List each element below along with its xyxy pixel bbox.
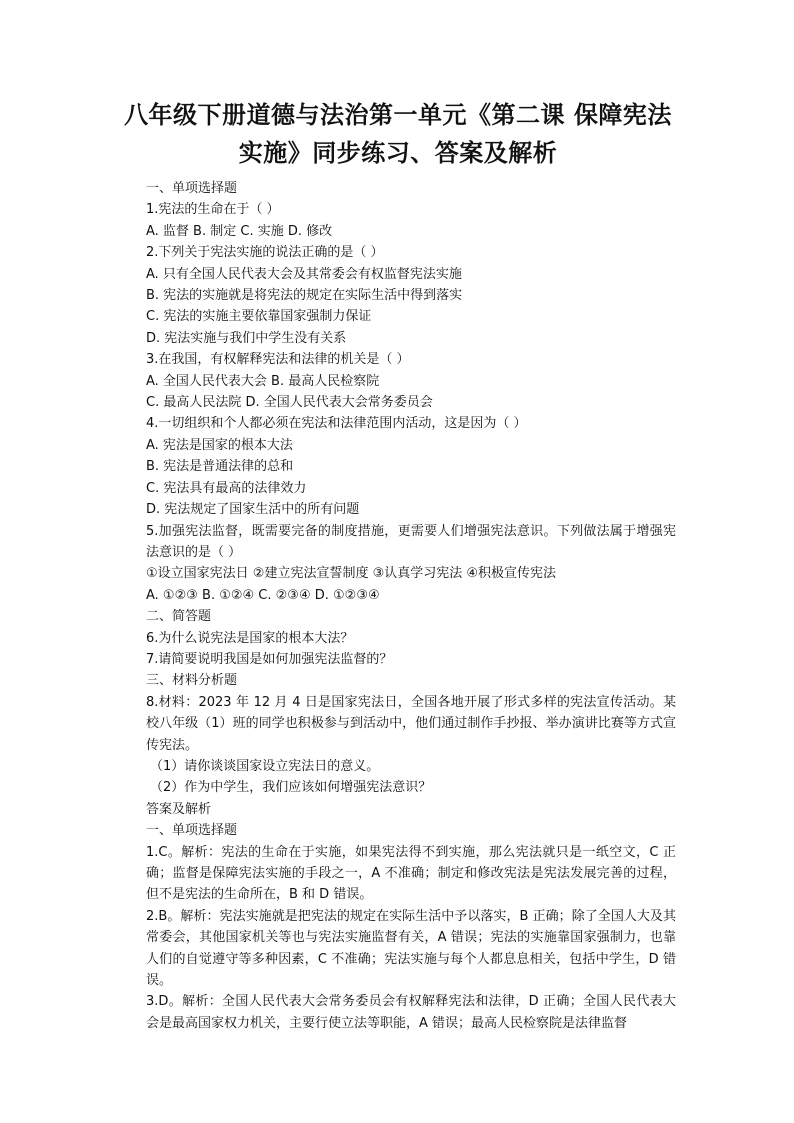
document-title (120, 96, 676, 172)
text-line: A. ①②③ B. ①②④ C. ②③④ D. ①②③④ (146, 587, 380, 603)
text-line: 7.请简要说明我国是如何加强宪法监督的？ (146, 651, 393, 667)
text-line: 5.加强宪法监督，既需要完备的制度措施，更需要人们增强宪法意识。下列做法属于增强宪法意识的是（ ） (146, 523, 676, 560)
text-line: 4.一切组织和个人都必须在宪法和法律范围内活动，这是因为（ ） (146, 416, 527, 432)
text-line: 1.C。解析：宪法的生命在于实施，如果宪法得不到实施，那么宪法就只是一纸空文，C 正确；监督是保障宪法实施的手段之一，A 不准确；制定和修改宪法是宪法发展完善的过程，但不是宪法的生命所在，B 和 D 错误。 (146, 844, 676, 903)
text-line: 6.为什么说宪法是国家的根本大法？ (146, 630, 354, 646)
text-line: A. 全国人民代表大会 B. 最高人民检察院 (146, 373, 380, 389)
text-line: B. 宪法是普通法律的总和 (146, 459, 294, 475)
text-line: C. 宪法具有最高的法律效力 (146, 480, 307, 496)
text-line: 2.下列关于宪法实施的说法正确的是（ ） (146, 245, 384, 261)
text-line: C. 最高人民法院 D. 全国人民代表大会常务委员会 (146, 395, 433, 411)
text-line: D. 宪法规定了国家生活中的所有问题 (146, 502, 360, 518)
text-line: 1.宪法的生命在于（ ） (146, 202, 280, 218)
text-line: 8.材料：2023 年 12 月 4 日是国家宪法日，全国各地开展了形式多样的宪法宣传活动。某校八年级（1）班的同学也积极参与到活动中，他们通过制作手抄报、举办演讲比赛等方式宣传宪法。 (146, 694, 676, 753)
text-line: D. 宪法实施与我们中学生没有关系 (146, 330, 347, 346)
text-line: 3.在我国，有权解释宪法和法律的机关是（ ） (146, 352, 410, 368)
text-line: 一、单项选择题 (146, 823, 238, 839)
text-line: C. 宪法的实施主要依靠国家强制力保证 (146, 309, 372, 325)
text-line: （1）请你谈谈国家设立宪法日的意义。 (150, 758, 380, 774)
text-line: A. 宪法是国家的根本大法 (146, 437, 293, 453)
document-body (120, 178, 676, 1034)
text-line: A. 监督 B. 制定 C. 实施 D. 修改 (146, 223, 333, 239)
text-line: （2）作为中学生，我们应该如何增强宪法意识？ (150, 780, 432, 796)
text-line: B. 宪法的实施就是将宪法的规定在实际生活中得到落实 (146, 288, 463, 304)
text-line: ①设立国家宪法日 ②建立宪法宣誓制度 ③认真学习宪法 ④积极宣传宪法 (146, 566, 557, 582)
text-line: 2.B。解析：宪法实施就是把宪法的规定在实际生活中予以落实，B 正确；除了全国人大及其常委会，其他国家机关等也与宪法实施监督有关，A 错误；宪法的实施靠国家强制力，也靠人们的自觉遵守等多种因素，C 不准确；宪法实施与每个人都息息相关，包括中学生，D 错误。 (146, 908, 676, 989)
text-line: 二、简答题 (146, 609, 212, 625)
text-line: 答案及解析 (146, 801, 212, 817)
title-line-1: 八年级下册道德与法治第一单元《第二课 保障宪法 (124, 100, 672, 129)
title-line-2: 实施》同步练习、答案及解析 (238, 138, 558, 167)
text-line: A. 只有全国人民代表大会及其常委会有权监督宪法实施 (146, 266, 462, 282)
text-line: 三、材料分析题 (146, 673, 238, 689)
text-line: 3.D。解析：全国人民代表大会常务委员会有权解释宪法和法律，D 正确；全国人民代表大会是最高国家权力机关，主要行使立法等职能，A 错误；最高人民检察院是法律监督 (146, 994, 676, 1031)
text-line: 一、单项选择题 (146, 181, 238, 196)
